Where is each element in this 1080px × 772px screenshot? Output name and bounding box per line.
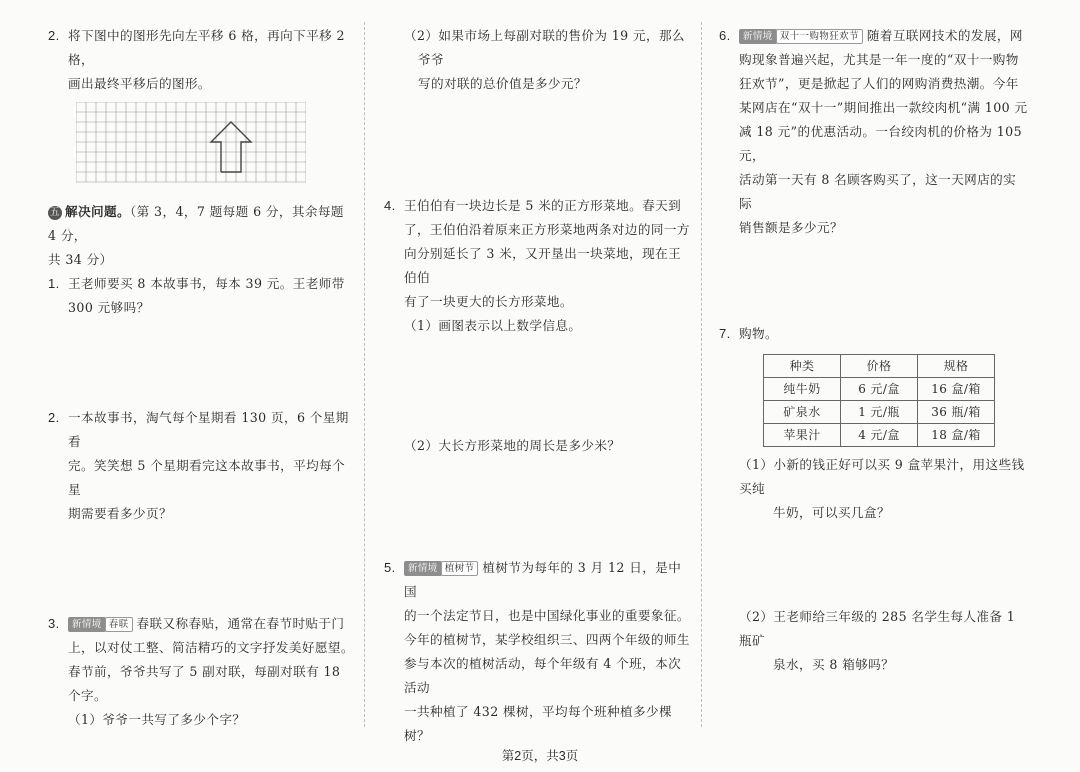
table-cell: 18 盒/箱 <box>918 424 995 447</box>
column-2 <box>384 24 690 748</box>
problem-7-sub-2 <box>719 605 1029 677</box>
question-number: 4. <box>384 198 396 213</box>
question-text: 参与本次的植树活动，每个年级有 4 个班，本次活动 <box>404 656 682 695</box>
sub-question: （2）如果市场上每副对联的售价为 19 元，那么爷爷 <box>404 28 685 67</box>
column-3 <box>719 24 1029 677</box>
translation-grid <box>76 102 354 194</box>
question-text: 活动第一天有 8 名顾客购买了，这一天网店的实际 <box>739 172 1017 211</box>
section-title: 解决问题。 <box>65 204 130 219</box>
table-cell: 苹果汁 <box>764 424 841 447</box>
question-number: 7. <box>719 326 731 341</box>
table-cell: 16 盒/箱 <box>918 378 995 401</box>
page-footer: 第2页，共3页 <box>501 749 579 763</box>
question-text: 植树节为每年的 3 月 12 日，是中国 <box>404 560 682 599</box>
topic-tag: 春联 <box>105 617 133 632</box>
table-cell: 6 元/盒 <box>841 378 918 401</box>
question-text: 期需要看多少页？ <box>68 506 172 521</box>
problem-2 <box>48 406 354 526</box>
problem-5 <box>384 556 690 748</box>
table-cell: 纯牛奶 <box>764 378 841 401</box>
table-cell: 1 元/瓶 <box>841 401 918 424</box>
table-row <box>764 378 995 401</box>
table-row <box>764 424 995 447</box>
section-note: （第 3，4，7 题每题 6 分，其余每题 4 分， <box>48 204 344 243</box>
grid-figure <box>76 102 306 186</box>
table-cell: 矿泉水 <box>764 401 841 424</box>
question-number: 1. <box>48 276 60 291</box>
section-note: 共 34 分） <box>48 252 113 267</box>
sub-question: （1）小新的钱正好可以买 9 盒苹果汁，用这些钱买纯 <box>739 457 1025 496</box>
question-text: 王伯伯有一块边长是 5 米的正方形菜地。春天到 <box>404 198 682 213</box>
question-number: 3. <box>48 616 60 631</box>
question-2-translation <box>48 24 354 96</box>
question-text: 将下图中的图形先向左平移 6 格，再向下平移 2 格， <box>68 28 345 67</box>
section-five-heading <box>48 200 354 272</box>
sub-question: 泉水，买 8 箱够吗？ <box>773 657 895 672</box>
table-header: 种类 <box>764 355 841 378</box>
question-text: 300 元够吗？ <box>68 300 150 315</box>
table-header: 价格 <box>841 355 918 378</box>
problem-7-sub-1 <box>719 453 1029 525</box>
question-text: 随着互联网技术的发展，网 <box>866 28 1023 43</box>
problem-1 <box>48 272 354 320</box>
question-text: 销售额是多少元？ <box>739 220 843 235</box>
sub-question: 牛奶，可以买几盒？ <box>773 505 890 520</box>
question-text: 狂欢节”，更是掀起了人们的网购消费热潮。今年 <box>739 76 1019 91</box>
house-shape <box>211 122 251 172</box>
question-text: 今年的植树节，某学校组织三、四两个年级的师生 <box>404 632 690 647</box>
sub-question: （2）大长方形菜地的周长是多少米？ <box>404 438 621 453</box>
question-text: 上，以对仗工整、简洁精巧的文字抒发美好愿望。 <box>68 640 354 655</box>
table-row <box>764 401 995 424</box>
question-text: 一共种植了 432 棵树，平均每个班种植多少棵树？ <box>404 704 672 743</box>
question-number: 2. <box>48 410 60 425</box>
question-text: 有了一块更大的长方形菜地。 <box>404 294 573 309</box>
column-1 <box>48 24 354 732</box>
question-text: 减 18 元”的优惠活动。一台绞肉机的价格为 105 元， <box>739 124 1023 163</box>
question-text: 向分别延长了 3 米，又开垦出一块菜地，现在王伯伯 <box>404 246 682 285</box>
question-text: 的一个法定节日，也是中国绿化事业的重要象征。 <box>404 608 690 623</box>
problem-7 <box>719 322 1029 346</box>
column-divider <box>364 22 365 727</box>
question-text: 王老师要买 8 本故事书，每本 39 元。王老师带 <box>68 276 345 291</box>
table-header: 规格 <box>918 355 995 378</box>
topic-tag: 双十一购物狂欢节 <box>776 29 863 44</box>
sub-question: （1）爷爷一共写了多少个字？ <box>68 712 246 727</box>
new-scenario-tag: 新情境 <box>404 561 442 576</box>
sub-question: （1）画图表示以上数学信息。 <box>404 318 582 333</box>
question-text: 完。笑笑想 5 个星期看完这本故事书，平均每个星 <box>68 458 346 497</box>
table-cell: 36 瓶/箱 <box>918 401 995 424</box>
question-number: 6. <box>719 28 731 43</box>
question-text: 春联又称春贴，通常在春节时贴于门 <box>136 616 345 631</box>
question-text: 春节前，爷爷共写了 5 副对联，每副对联有 18 个字。 <box>68 664 341 703</box>
question-number: 2. <box>48 28 60 43</box>
price-table <box>763 354 995 447</box>
new-scenario-tag: 新情境 <box>68 617 106 632</box>
question-text: 购物。 <box>739 326 778 341</box>
new-scenario-tag: 新情境 <box>739 29 777 44</box>
question-text: 画出最终平移后的图形。 <box>68 76 211 91</box>
problem-4 <box>384 194 690 458</box>
question-text: 一本故事书，淘气每个星期看 130 页，6 个星期看 <box>68 410 349 449</box>
question-text: 了，王伯伯沿着原来正方形菜地两条对边的同一方 <box>404 222 690 237</box>
table-header-row <box>764 355 995 378</box>
problem-3-sub-2 <box>384 24 690 96</box>
problem-3 <box>48 612 354 732</box>
sub-question: （2）王老师给三年级的 285 名学生每人准备 1 瓶矿 <box>739 609 1016 648</box>
question-text: 某网店在“双十一”期间推出一款绞肉机“满 100 元 <box>739 100 1028 115</box>
sub-question: 写的对联的总价值是多少元？ <box>418 76 587 91</box>
section-badge: 五 <box>48 206 62 220</box>
topic-tag: 植树节 <box>441 561 479 576</box>
question-number: 5. <box>384 560 396 575</box>
problem-6 <box>719 24 1029 240</box>
column-divider <box>701 22 702 727</box>
table-cell: 4 元/盒 <box>841 424 918 447</box>
question-text: 购现象普遍兴起，尤其是一年一度的“双十一购物 <box>739 52 1019 67</box>
